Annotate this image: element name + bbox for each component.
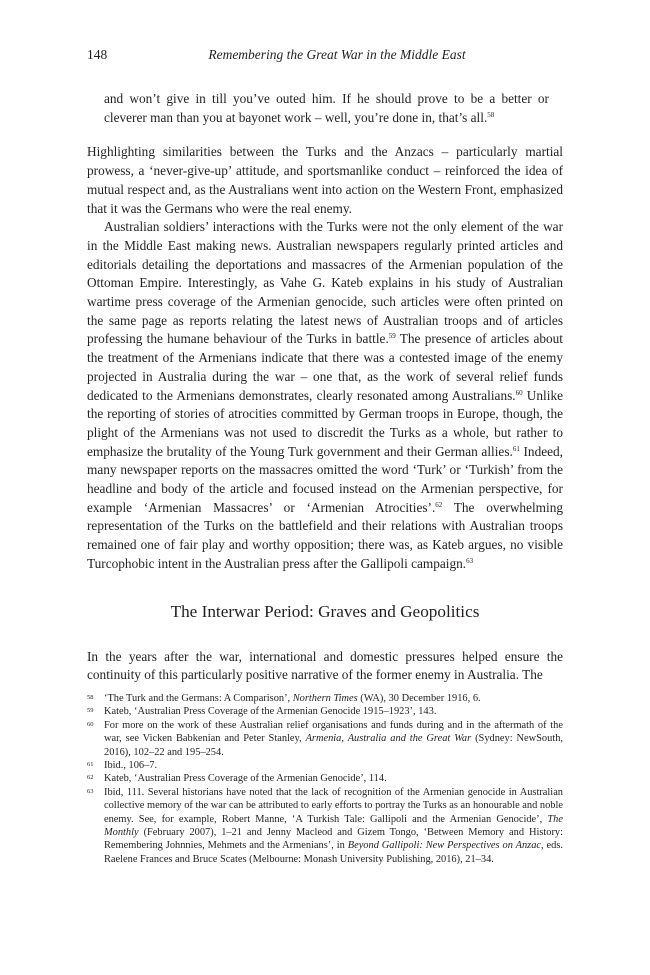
footnote-italic: Armenia, Australia and the Great War [305, 733, 472, 745]
footnote-text: Kateb, ‘Australian Press Coverage of the Armenian Genocide’, 114. [104, 773, 387, 785]
footnote-text: ‘The Turk and the Germans: A Comparison’, [104, 693, 293, 704]
paragraph-3: In the years after the war, international and domestic pressures helped ensure the continuity of this particularly positive narrative of the former enemy in Australia. The [87, 648, 563, 683]
footnote-ref-63[interactable]: 63 [466, 556, 474, 565]
footnote-ref-59[interactable]: 59 [388, 332, 396, 341]
footnote-number: 61 [87, 761, 94, 769]
section-heading: The Interwar Period: Graves and Geopolitics [170, 601, 480, 621]
footnote-ref-62[interactable]: 62 [435, 500, 443, 509]
footnote-italic: Beyond Gallipoli: New Perspectives on Anzac [347, 840, 542, 852]
block-quote [87, 90, 563, 127]
footnote-ref-61[interactable]: 61 [512, 444, 520, 453]
footnote-text: Kateb, ‘Australian Press Coverage of the Armenian Genocide 1915–1923’, 143. [104, 706, 437, 718]
footnote-59 [87, 705, 563, 718]
footnote-63 [87, 786, 563, 866]
footnote-number: 58 [87, 694, 94, 701]
footnote-number: 62 [87, 774, 94, 782]
footnote-62 [87, 772, 563, 785]
paragraph-2-text: The presence of articles about the treatment of the Armenians indicate that there was a contested image of the enemy projected in Australia during the war – one that, as the work of several relief funds dedicated to the Armenians demonstrates, clearly resonated among Australians. [87, 331, 563, 403]
footnote-text: , eds. Raelene Frances and Bruce Scates (Melbourne: Monash University Publishing, 2016), 21–34. [104, 840, 563, 865]
footnote-text: For more on the work of these Australian relief organisations and funds during and in the aftermath of the war, see Vicken Babkenian and Peter Stanley, [104, 719, 563, 745]
footnote-ref-58[interactable]: 58 [487, 110, 495, 119]
footnote-text: (Sydney: NewSouth, 2016), 102–22 and 195–254. [104, 733, 563, 758]
footnote-61 [87, 759, 563, 772]
paragraph-2 [87, 218, 563, 573]
paragraph-1: Highlighting similarities between the Turks and the Anzacs – particularly martial prowess, a ‘never-give-up’ attitude, and sportsmanlike conduct – reinforced the idea of mutual respect and, as the Australians went into action on the Western Front, emphasized that it was the Germans who were the real enemy. [87, 144, 563, 216]
page-number: 148 [87, 47, 108, 62]
footnote-italic: The Monthly [104, 813, 563, 839]
footnotes [87, 692, 563, 866]
footnote-text: Ibid, 111. Several historians have noted that the lack of recognition of the Armenian genocide in Australian collective memory of the war can be attributed to early efforts to portray the Turks as an honourable and noble enemy. See, for example, Robert Manne, ‘A Turkish Tale: Gallipoli and the Armenian Genocide’, [104, 786, 563, 825]
quote-text: and won’t give in till you’ve outed him. If he should prove to be a better or cleverer man than you at bayonet work – well, you’re done in, that’s all. [104, 91, 549, 125]
footnote-text: Ibid., 106–7. [104, 760, 158, 772]
footnote-text: (WA), 30 December 1916, 6. [357, 693, 481, 704]
paragraph-2-text: Australian soldiers’ interactions with the Turks were not the only element of the war in the Middle East making news. Australian newspapers regularly printed articles and editorials detailing the deportations and massacres of the Armenian population of the Ottoman Empire. Interestingly, as Vahe G. Kateb explains in his study of Australian wartime press coverage of the Armenian genocide, such articles were often printed on the same page as reports relating the latest news of Australian troops and of articles professing the humane behaviour of the Turks in battle. [87, 219, 563, 347]
footnote-italic: Northern Times [292, 693, 358, 704]
main-text [87, 90, 563, 685]
footnote-number: 63 [87, 787, 94, 795]
paragraph-2-text: Unlike the reporting of stories of atrocities committed by German troops in Europe, though, the plight of the Armenians was not used to discredit the Turks as a whole, but rather to emphasize the brutality of the Young Turk government and their German allies. [87, 387, 563, 459]
footnote-ref-60[interactable]: 60 [515, 388, 523, 397]
footnote-text: (February 2007), 1–21 and Jenny Macleod and Gizem Tongo, ‘Between Memory and History: Remembering Johnnies, Mehmets and the Armenians’, in [104, 827, 563, 852]
footnote-number: 59 [87, 707, 94, 715]
footnote-number: 60 [87, 720, 94, 728]
footnote-60 [87, 719, 563, 759]
paragraph-2-text: The overwhelming representation of the Turks on the battlefield and their relations with Australian troops remained one of fair play and worthy opposition; there was, as Kateb argues, no visible Turcophobic intent in the Australian press after the Gallipoli campaign. [87, 499, 563, 571]
paragraph-2-text: Indeed, many newspaper reports on the massacres omitted the word ‘Turk’ or ‘Turkish’ from the headline and body of the article and focused instead on the Armenian perspective, for example ‘Armenian Massacres’ or ‘Armenian Atrocities’. [87, 443, 563, 515]
running-title: Remembering the Great War in the Middle East [208, 47, 466, 62]
running-head [87, 45, 563, 65]
footnote-58 [87, 692, 563, 705]
